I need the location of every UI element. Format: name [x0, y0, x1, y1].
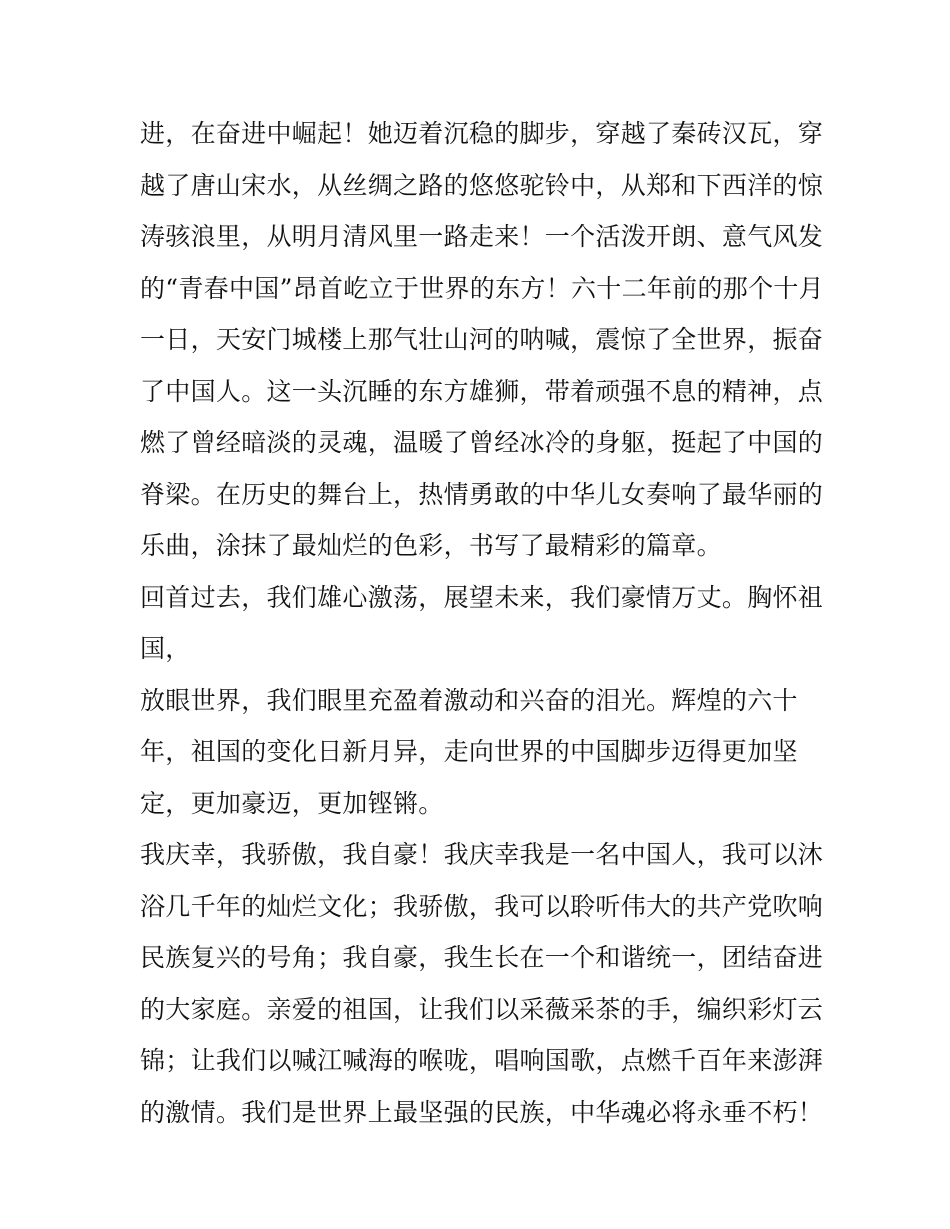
text-line: 我庆幸，我骄傲，我自豪！我庆幸我是一名中国人，我可以沐: [140, 840, 824, 869]
text-line: 进，在奋进中崛起！她迈着沉稳的脚步，穿越了秦砖汉瓦，穿: [140, 119, 824, 148]
text-line: 的“青春中国”昂首屹立于世界的东方！六十二年前的那个十月: [140, 273, 824, 303]
text-line: 的大家庭。亲爱的祖国，让我们以采薇采茶的手，编织彩灯云: [140, 994, 824, 1024]
text-line: 燃了曾经暗淡的灵魂，温暖了曾经冰冷的身躯，挺起了中国的: [140, 428, 824, 457]
body-text: [140, 108, 830, 1138]
text-line: 放眼世界，我们眼里充盈着激动和兴奋的泪光。辉煌的六十: [140, 685, 798, 715]
text-line: 民族复兴的号角；我自豪，我生长在一个和谐统一，团结奋进: [140, 943, 824, 972]
text-line: 国，: [140, 634, 191, 663]
text-line: 年，祖国的变化日新月异，走向世界的中国脚步迈得更加坚: [140, 737, 798, 766]
text-line: 定，更加豪迈，更加铿锵。: [140, 788, 444, 818]
text-line: 的激情。我们是世界上最坚强的民族，中华魂必将永垂不朽！: [140, 1097, 824, 1127]
text-line: 一日，天安门城楼上那气壮山河的呐喊，震惊了全世界，振奋: [140, 325, 824, 354]
text-line: 越了唐山宋水，从丝绸之路的悠悠驼铃中，从郑和下西洋的惊: [140, 170, 824, 200]
text-line: 涛骇浪里，从明月清风里一路走来！一个活泼开朗、意气风发: [140, 222, 824, 251]
text-line: 浴几千年的灿烂文化；我骄傲，我可以聆听伟大的共产党吹响: [140, 891, 824, 921]
text-line: 脊梁。在历史的舞台上，热情勇敢的中华儿女奏响了最华丽的: [140, 479, 824, 509]
text-line: 锦；让我们以喊江喊海的喉咙，唱响国歌，点燃千百年来澎湃: [140, 1046, 824, 1075]
text-line: 回首过去，我们雄心激荡，展望未来，我们豪情万丈。胸怀祖: [140, 582, 824, 612]
text-line: 乐曲，涂抹了最灿烂的色彩，书写了最精彩的篇章。: [140, 531, 722, 560]
text-line: 了中国人。这一头沉睡的东方雄狮，带着顽强不息的精神，点: [140, 376, 824, 406]
